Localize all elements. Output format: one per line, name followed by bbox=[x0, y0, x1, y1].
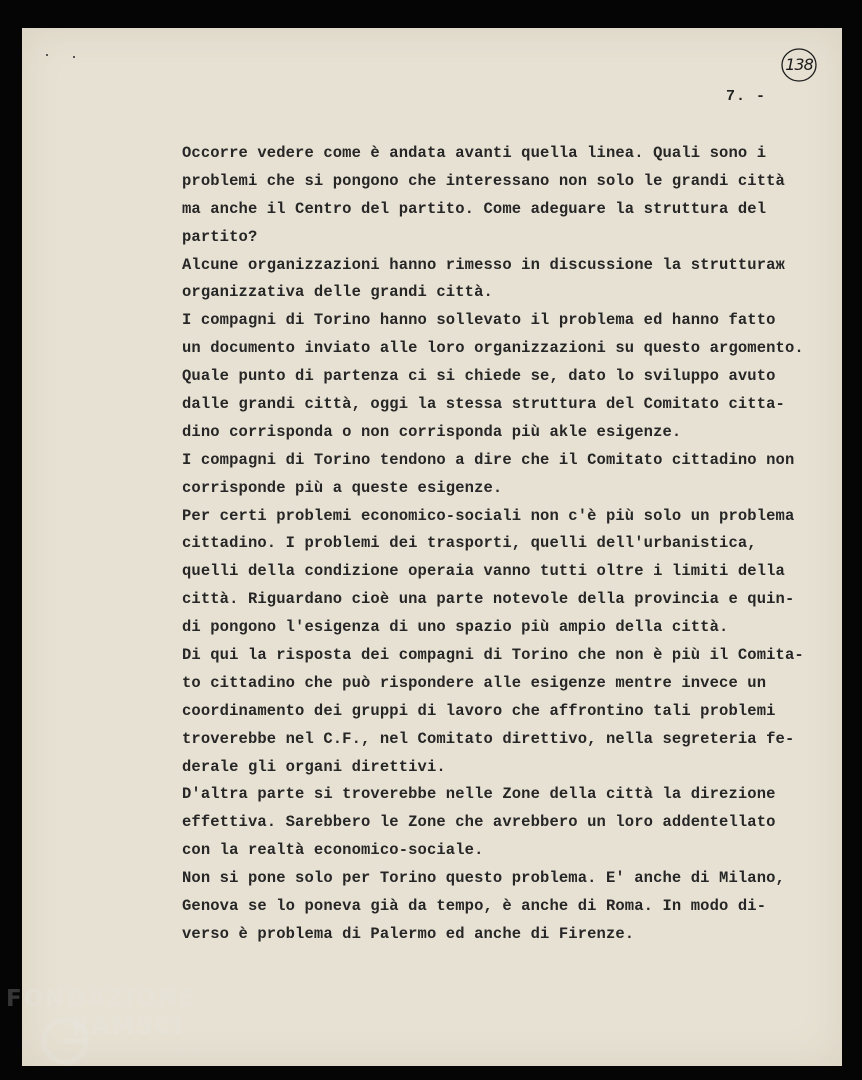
text-line: D'altra parte si troverebbe nelle Zone della città la direzione bbox=[182, 785, 776, 804]
text-line: partito? bbox=[182, 227, 258, 246]
text-line: effettiva. Sarebbero le Zone che avrebbero un loro addentellato bbox=[182, 813, 776, 832]
body-text bbox=[182, 140, 822, 949]
text-line: Occorre vedere come è andata avanti quella linea. Quali sono i bbox=[182, 144, 767, 162]
text-line: Quale punto di partenza ci si chiede se, dato lo sviluppo avuto bbox=[182, 367, 776, 386]
text-line: dino corrisponda o non corrisponda più akle esigenze. bbox=[182, 422, 682, 441]
text-line: Di qui la risposta dei compagni di Torino che non è più il Comita- bbox=[182, 646, 804, 665]
archive-stamp-number: 138 bbox=[785, 55, 813, 74]
text-line: derale gli organi direttivi. bbox=[182, 757, 446, 776]
watermark-line-1: FONDAZIONE bbox=[6, 986, 198, 1012]
text-line: coordinamento dei gruppi di lavoro che affrontino tali problemi bbox=[182, 701, 776, 720]
watermark-line-3: onlus bbox=[176, 1046, 203, 1057]
text-line: to cittadino che può rispondere alle esigenze mentre invece un bbox=[182, 673, 767, 692]
text-line: problemi che si pongono che interessano non solo le grandi città bbox=[182, 171, 785, 190]
text-line: Genova se lo poneva già da tempo, è anche di Roma. In modo di- bbox=[182, 897, 767, 916]
text-line: Alcune organizzazioni hanno rimesso in discussione la strutturaж bbox=[182, 255, 785, 274]
text-line: verso è problema di Palermo ed anche di Firenze. bbox=[182, 924, 635, 943]
scan-specks bbox=[46, 52, 86, 60]
archive-stamp bbox=[780, 46, 818, 84]
speck bbox=[73, 56, 75, 58]
text-line: quelli della condizione operaia vanno tutti oltre i limiti della bbox=[182, 562, 785, 581]
speck bbox=[46, 54, 48, 56]
text-line: ma anche il Centro del partito. Come adeguare la struttura del bbox=[182, 199, 767, 218]
text-line: Non si pone solo per Torino questo problema. E' anche di Milano, bbox=[182, 869, 785, 888]
text-line: città. Riguardano cioè una parte notevole della provincia e quin- bbox=[182, 590, 795, 609]
text-line: dalle grandi città, oggi la stessa struttura del Comitato citta- bbox=[182, 395, 785, 414]
watermark-line-2: RAMSCI bbox=[72, 1014, 185, 1040]
text-line: un documento inviato alle loro organizzazioni su questo argomento. bbox=[182, 339, 804, 358]
text-line: I compagni di Torino tendono a dire che il Comitato cittadino non bbox=[182, 450, 795, 469]
page-number: 7. - bbox=[726, 88, 767, 105]
text-line: organizzativa delle grandi città. bbox=[182, 283, 493, 302]
text-line: corrisponde più a queste esigenze. bbox=[182, 478, 503, 497]
text-line: con la realtà economico-sociale. bbox=[182, 841, 484, 860]
text-line: di pongono l'esigenza di uno spazio più ampio della città. bbox=[182, 618, 729, 637]
text-line: I compagni di Torino hanno sollevato il problema ed hanno fatto bbox=[182, 311, 776, 330]
text-line: Per certi problemi economico-sociali non c'è più solo un problema bbox=[182, 506, 795, 525]
fondazione-gramsci-watermark bbox=[0, 984, 220, 1080]
text-line: cittadino. I problemi dei trasporti, quelli dell'urbanistica, bbox=[182, 534, 757, 553]
text-line: troverebbe nel C.F., nel Comitato direttivo, nella segreteria fe- bbox=[182, 729, 795, 748]
